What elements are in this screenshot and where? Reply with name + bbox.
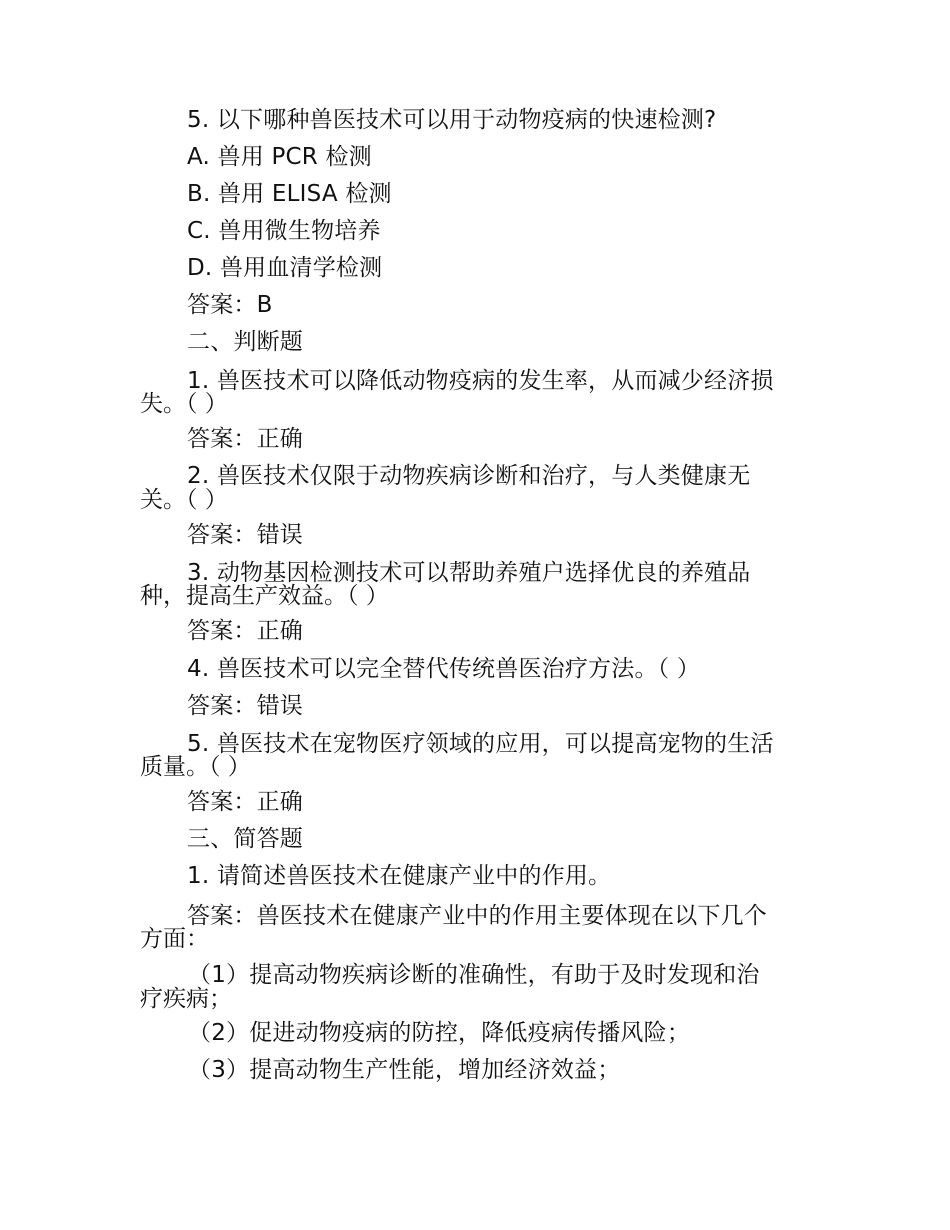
- section-heading-judgment: 二、判断题: [187, 329, 303, 355]
- section-heading-short-answer: 三、简答题: [187, 826, 303, 852]
- option-c: C. 兽用微生物培养: [187, 218, 381, 244]
- short-answer-question-1: 1. 请简述兽医技术在健康产业中的作用。: [187, 863, 612, 889]
- option-d: D. 兽用血清学检测: [187, 255, 383, 281]
- judgment-item-4-answer: 答案：错误: [187, 693, 303, 719]
- short-answer-answer-line1: 答案：兽医技术在健康产业中的作用主要体现在以下几个: [187, 903, 767, 929]
- short-answer-point-2: （2）促进动物疫病的防控，降低疫病传播风险；: [188, 1020, 691, 1046]
- judgment-item-3-answer: 答案：正确: [187, 618, 303, 644]
- judgment-item-5-line1: 5. 兽医技术在宠物医疗领域的应用，可以提高宠物的生活: [187, 731, 774, 757]
- option-b: B. 兽用 ELISA 检测: [187, 181, 392, 207]
- judgment-item-3-line1: 3. 动物基因检测技术可以帮助养殖户选择优良的养殖品: [187, 560, 751, 586]
- judgment-item-2-line2: 关。（ ）: [140, 487, 228, 513]
- judgment-item-4-line1: 4. 兽医技术可以完全替代传统兽医治疗方法。（ ）: [187, 656, 701, 682]
- judgment-item-5-answer: 答案：正确: [187, 789, 303, 815]
- question-5-text: 5. 以下哪种兽医技术可以用于动物疫病的快速检测?: [187, 107, 717, 133]
- option-a: A. 兽用 PCR 检测: [187, 144, 372, 170]
- judgment-item-2-line1: 2. 兽医技术仅限于动物疾病诊断和治疗，与人类健康无: [187, 463, 751, 489]
- judgment-item-1-line1: 1. 兽医技术可以降低动物疫病的发生率，从而减少经济损: [187, 368, 774, 394]
- judgment-item-1-line2: 失。（ ）: [140, 391, 228, 417]
- short-answer-point-3: （3）提高动物生产性能，增加经济效益；: [188, 1057, 621, 1083]
- answer-q5: 答案：B: [187, 292, 273, 318]
- judgment-item-3-line2: 种，提高生产效益。（ ）: [140, 583, 389, 609]
- judgment-item-2-answer: 答案：错误: [187, 522, 303, 548]
- judgment-item-1-answer: 答案：正确: [187, 426, 303, 452]
- short-answer-answer-line2: 方面：: [140, 926, 209, 952]
- short-answer-point-1-line1: （1）提高动物疾病诊断的准确性，有助于及时发现和治: [188, 962, 760, 988]
- judgment-item-5-line2: 质量。（ ）: [140, 754, 251, 780]
- short-answer-point-1-line2: 疗疾病；: [140, 986, 232, 1012]
